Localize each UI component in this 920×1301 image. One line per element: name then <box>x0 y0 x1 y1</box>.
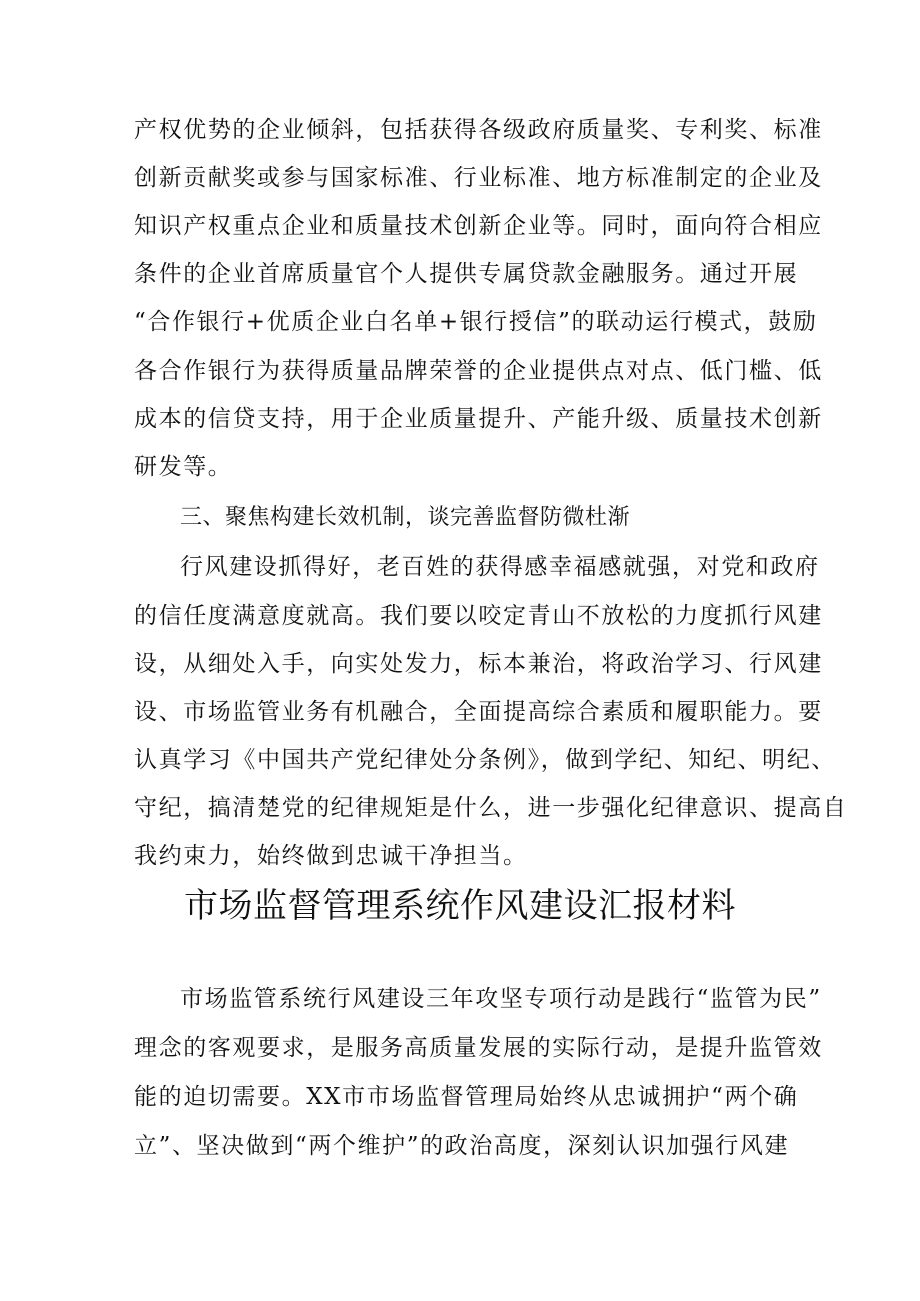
paragraph-line: 守纪，搞清楚党的纪律规矩是什么，进一步强化纪律意识、提高自 <box>134 795 848 821</box>
paragraph-line: 创新贡献奖或参与国家标准、行业标准、地方标准制定的企业及 <box>134 165 823 191</box>
paragraph-line: 产权优势的企业倾斜，包括获得各级政府质量奖、专利奖、标准 <box>134 117 823 143</box>
paragraph-line: 理念的客观要求，是服务高质量发展的实际行动，是提升监管效 <box>134 1035 823 1061</box>
paragraph-line: 市场监管系统行风建设三年攻坚专项行动是践行“监管为民” <box>180 986 822 1012</box>
paragraph-line: 认真学习《中国共产党纪律处分条例》，做到学纪、知纪、明纪、 <box>134 747 836 773</box>
paragraph-line: 设、市场监管业务有机融合，全面提高综合素质和履职能力。要 <box>134 699 823 725</box>
paragraph-line: 知识产权重点企业和质量技术创新企业等。同时，面向符合相应 <box>134 213 823 239</box>
paragraph-line: 行风建设抓得好，老百姓的获得感幸福感就强，对党和政府 <box>180 554 820 580</box>
paragraph-line: 各合作银行为获得质量品牌荣誉的企业提供点对点、低门槛、低 <box>134 358 823 384</box>
paragraph-line: 的信任度满意度就高。我们要以咬定青山不放松的力度抓行风建 <box>134 603 823 629</box>
paragraph-line: 条件的企业首席质量官个人提供专属贷款金融服务。通过开展 <box>134 261 799 287</box>
section-heading: 三、聚焦构建长效机制，谈完善监督防微杜渐 <box>180 505 631 530</box>
paragraph-line: 我约束力，始终做到忠诚干净担当。 <box>134 843 528 869</box>
paragraph-line: “合作银行+优质企业白名单+银行授信”的联动运行模式，鼓励 <box>134 309 818 335</box>
paragraph-line: 能的迫切需要。XX市市场监督管理局始终从忠诚拥护“两个确 <box>134 1084 799 1110</box>
paragraph-line: 成本的信贷支持，用于企业质量提升、产能升级、质量技术创新 <box>134 406 823 432</box>
paragraph-line: 设，从细处入手，向实处发力，标本兼治，将政治学习、行风建 <box>134 651 823 677</box>
paragraph-line: 研发等。 <box>134 454 233 480</box>
paragraph-line: 立”、坚决做到“两个维护”的政治高度，深刻认识加强行风建 <box>134 1133 790 1159</box>
document-title: 市场监督管理系统作风建设汇报材料 <box>184 886 736 926</box>
